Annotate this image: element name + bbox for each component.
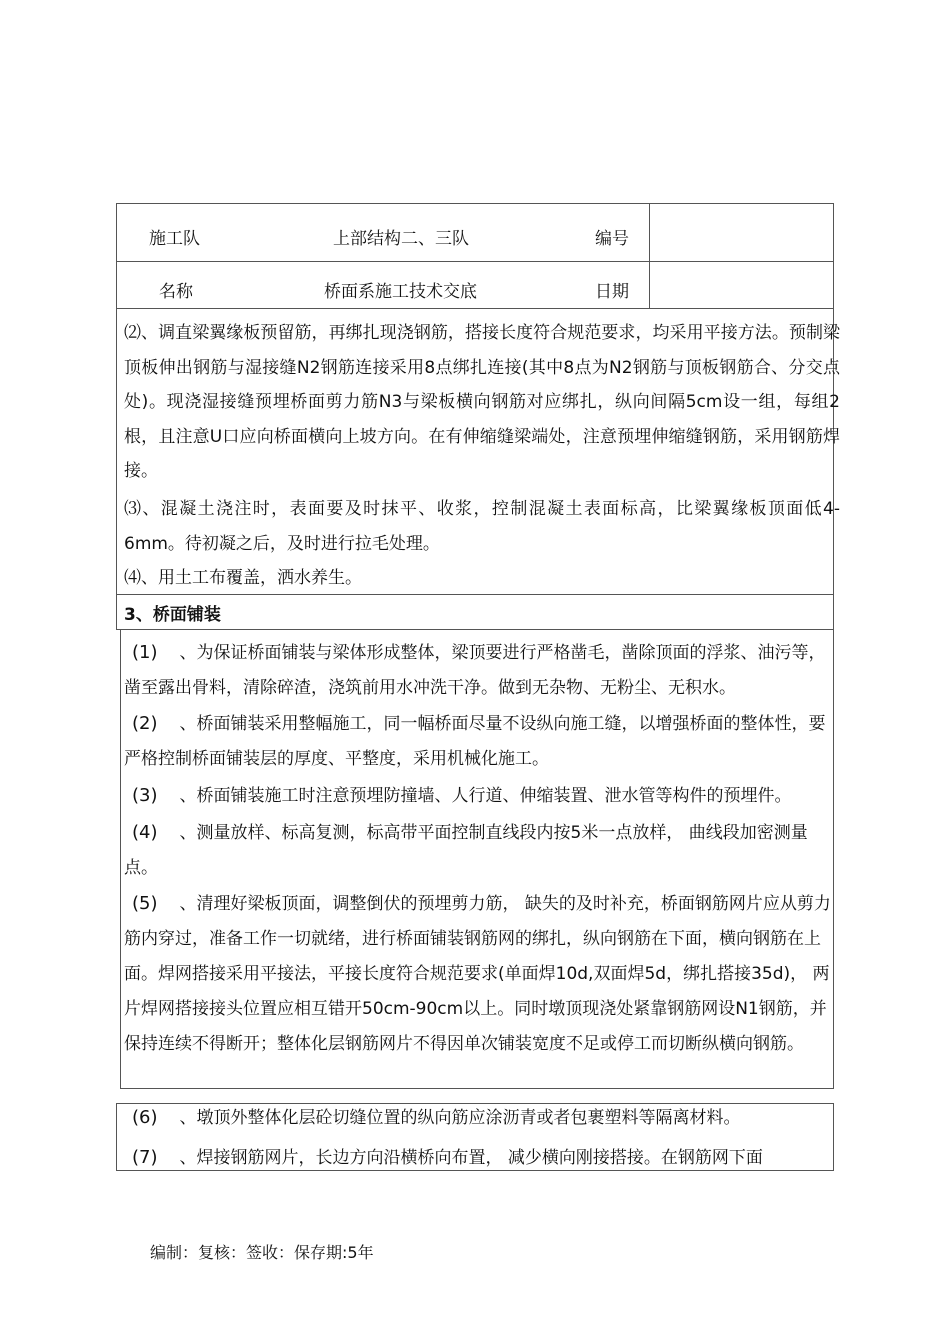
header-table	[116, 203, 834, 309]
table-divider	[117, 261, 833, 262]
number-label: 编号	[595, 229, 629, 249]
list-item	[124, 886, 840, 1062]
item-text: 、桥面铺装采用整幅施工，同一幅桥面尽量不设纵向施工缝，以增强桥面的整体性，要严格控制桥面铺装层的厚度、平整度，采用机械化施工。	[124, 714, 826, 769]
item-text: 、桥面铺装施工时注意预埋防撞墙、人行道、伸缩装置、泄水管等构件的预埋件。	[179, 786, 792, 806]
list-item	[124, 815, 840, 886]
paragraph-3: ⑶、混凝土浇注时，表面要及时抹平、收浆，控制混凝土表面标高，比梁翼缘板顶面低4-6mm。待初凝之后，及时进行拉毛处理。	[124, 499, 840, 554]
list-item	[124, 706, 840, 777]
item-number: (6)	[132, 1107, 158, 1128]
item-number: (4)	[132, 822, 158, 843]
item-number: (5)	[132, 893, 158, 914]
footer-signoff: 编制：复核：签收：保存期:5年	[150, 1243, 374, 1262]
table-divider	[649, 204, 650, 308]
item-text: 、焊接钢筋网片，长边方向沿横桥向布置， 减少横向刚接搭接。在钢筋网下面	[179, 1148, 763, 1168]
name-value: 桥面系施工技术交底	[324, 282, 477, 302]
item-text: 、为保证桥面铺装与梁体形成整体，梁顶要进行严格凿毛，凿除顶面的浮浆、油污等，凿至露出骨料，清除碎渣，浇筑前用水冲洗干净。做到无杂物、无粉尘、无积水。	[124, 643, 826, 698]
team-value: 上部结构二、三队	[333, 229, 469, 249]
name-label: 名称	[159, 282, 193, 302]
paragraph-2: ⑵、调直梁翼缘板预留筋，再绑扎现浇钢筋，搭接长度符合规范要求，均采用平接方法。预制梁顶板伸出钢筋与湿接缝N2钢筋连接采用8点绑扎连接(其中8点为N2钢筋与顶板钢筋合、分交点处)。现浇湿接缝预埋桥面剪力筋N3与梁板横向钢筋对应绑扎，纵向间隔5cm设一组，每组2根，且注意U口应向桥面横向上坡方向。在有伸缩缝梁端处，注意预埋伸缩缝钢筋，采用钢筋焊接。	[124, 323, 840, 481]
list-item	[124, 1100, 840, 1136]
item-text: 、清理好梁板顶面，调整倒伏的预埋剪力筋， 缺失的及时补充，桥面钢筋网片应从剪力筋内穿过，准备工作一切就绪，进行桥面铺装钢筋网的绑扎，纵向钢筋在下面，横向钢筋在上面。焊网搭接采用平接法，平接长度符合规范要求(单面焊10d,双面焊5d，绑扎搭接35d)， 两片焊网搭接接头位置应相互错开50cm-90cm以上。同时墩顶现浇处紧靠钢筋网设N1钢筋，并保持连续不得断开；整体化层钢筋网片不得因单次铺装宽度不足或停工而切断纵横向钢筋。	[124, 894, 831, 1054]
list-item	[124, 778, 840, 814]
list-item	[124, 1140, 840, 1176]
list-item	[124, 635, 840, 706]
item-text: 、测量放样、标高复测，标高带平面控制直线段内按5米一点放样， 曲线段加密测量点。	[124, 823, 808, 878]
date-label: 日期	[595, 282, 629, 302]
section-title-box	[116, 595, 834, 630]
section-title: 3、桥面铺装	[124, 605, 221, 625]
paragraph-4: ⑷、用土工布覆盖，洒水养生。	[124, 568, 362, 588]
item-number: (1)	[132, 642, 158, 663]
item-number: (3)	[132, 785, 158, 806]
item-text: 、墩顶外整体化层砼切缝位置的纵向筋应涂沥青或者包裹塑料等隔离材料。	[179, 1108, 741, 1128]
item-number: (2)	[132, 713, 158, 734]
item-number: (7)	[132, 1147, 158, 1168]
team-label: 施工队	[149, 229, 200, 249]
